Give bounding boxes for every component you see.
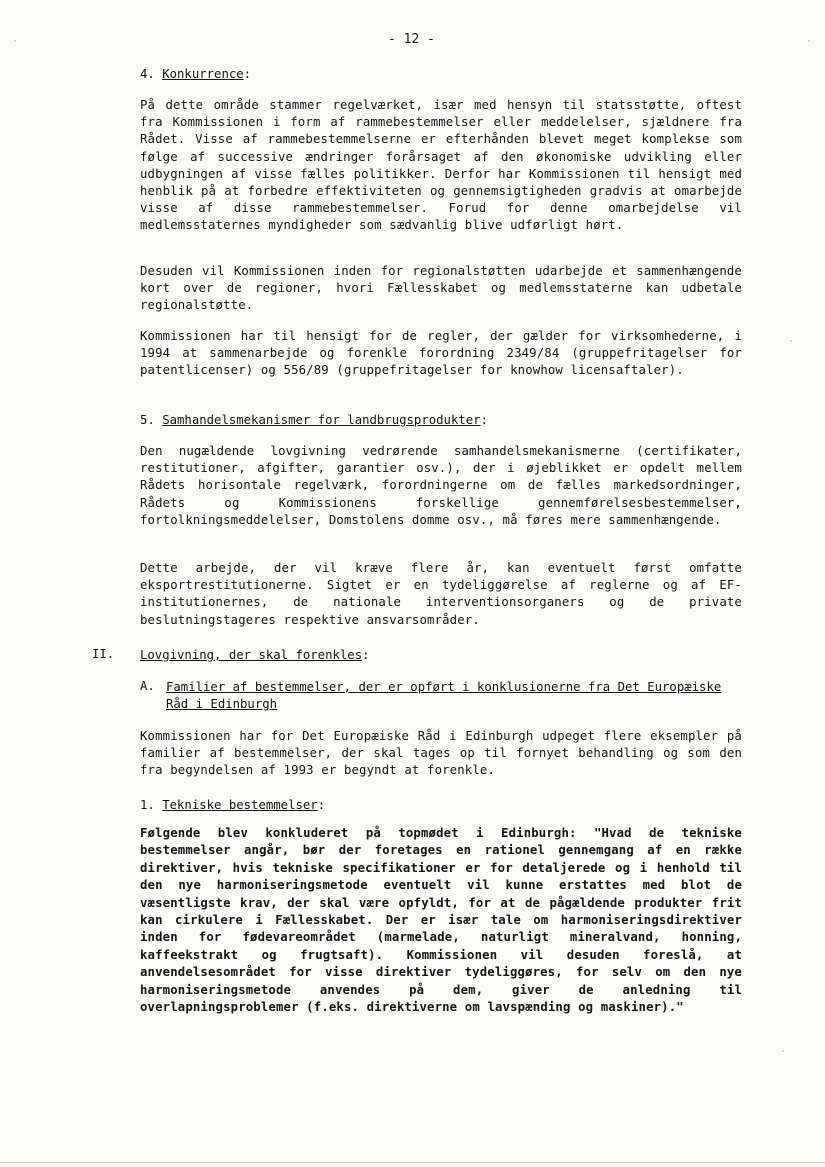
paragraph-block-exemptions: Kommissionen har til hensigt for de regler, der gælder for virksomhederne, i 1994 at sammenarbejde og forenkle forordning 2349/84 (gruppefritagelser for patentlicenser) og 556/89 (gruppefritagelser for knowhow licensaftaler). bbox=[140, 329, 742, 378]
subsection-A-title: Familier af bestemmelser, der er opført i konklusionerne fra Det Europæiske Råd i Edinburgh bbox=[166, 680, 722, 711]
section-1-label: 1. bbox=[140, 798, 163, 812]
part-II-title: Lovgivning, der skal forenkles bbox=[140, 648, 363, 662]
paragraph-competition: På dette område stammer regelværket, især med hensyn til statsstøtte, oftest fra Kommissionen i form af rammebestemmelser eller meddelelser, sjældnere fra Rådet. Visse af rammebestemmelserne er efterhånden blevet meget komplekse som følge af successive ændringer forårsaget af den økonomiske udvikling eller udbygningen af visse fælles politikker. Derfor har Kommissionen til hensigt med henblik på at forbedre effektiviteten og gennemsigtigheden gradvis at omarbejde visse af disse rammebestemmelser. Forud for denne omarbejdelse vil medlemsstaternes myndigheder som sædvanlig blive udførligt hørt. bbox=[140, 98, 742, 233]
section-5-colon: : bbox=[480, 413, 488, 427]
section-5-label: 5. bbox=[140, 413, 163, 427]
scan-speck bbox=[14, 40, 16, 42]
part-II-heading bbox=[140, 647, 370, 664]
paragraph-trade-mechanisms: Den nugældende lovgivning vedrørende samhandelsmekanismerne (certifikater, restitutioner, afgifter, garantier osv.), der i øjeblikket er opdelt mellem Rådets horisontale regelværk, forordningerne om de fælles markedsordninger, Rådets og Kommissionens forskellige gennemførelsesbestemmelser, fortolkningsmeddelelser, Domstolens domme osv., må føres mere sammenhængende. bbox=[140, 444, 742, 527]
paragraph-regional-aid: Desuden vil Kommissionen inden for regionalstøtten udarbejde et sammenhængende kort over de regioner, hvori Fællesskabet og medlemsstaterne kan udbetale regionalstøtte. bbox=[140, 264, 742, 313]
section-1-heading bbox=[140, 797, 325, 814]
section-4-heading bbox=[140, 66, 251, 83]
part-II-colon: : bbox=[362, 648, 370, 662]
section-5-title: Samhandelsmekanismer for landbrugsprodukter bbox=[162, 413, 481, 427]
scan-speck bbox=[782, 1050, 784, 1052]
section-1-colon: : bbox=[317, 798, 326, 812]
section-4-label: 4. bbox=[140, 67, 163, 81]
paragraph-export-refunds: Dette arbejde, der vil kræve flere år, kan eventuelt først omfatte eksportrestitutionerne. Sigtet er en tydeliggørelse af reglerne og af EF-institutionernes, de nationale interventionsorganers og de private beslutningstageres respektive ansvarsområder. bbox=[140, 561, 742, 627]
section-4-title: Konkurrence bbox=[162, 67, 244, 81]
page-number: - 12 - bbox=[388, 32, 435, 47]
scan-speck bbox=[808, 40, 810, 42]
part-II-numeral: II. bbox=[92, 647, 115, 661]
paragraph-technical-regulations: Følgende blev konkluderet på topmødet i Edinburgh: "Hvad de tekniske bestemmelser angår, bør der foretages en rationel gennemgang af en række direktiver, hvis tekniske specifikationer er for detaljerede og i henhold til den nye harmoniseringsmetode eventuelt vil kunne erstattes med blot de væsentligste krav, der skal være opfyldt, for at de pågældende produkter frit kan cirkulere i Fællesskabet. Der er især tale om harmoniseringsdirektiver inden for fødevareområdet (marmelade, naturligt mineralvand, honning, kaffeekstrakt og frugtsaft). Kommissionen vil desuden foreslå, at anvendelsesområdet for visse direktiver tydeliggøres, for selv om den nye harmoniseringsmetode anvendes på dem, giver de anledning til overlapningsproblemer (f.eks. direktiverne om lavspænding og maskiner)." bbox=[140, 826, 742, 1015]
page-bottom-edge bbox=[0, 1162, 825, 1163]
scan-speck bbox=[790, 340, 792, 342]
subsection-A-label: A. bbox=[140, 679, 155, 693]
paragraph-edinburgh-examples: Kommissionen har for Det Europæiske Råd i Edinburgh udpeget flere eksempler på familier af bestemmelser, der skal tages op til fornyet behandling og som den fra begyndelsen af 1993 er begyndt at forenkle. bbox=[140, 729, 742, 778]
section-5-heading bbox=[140, 412, 488, 429]
section-4-colon: : bbox=[243, 67, 252, 81]
section-1-title: Tekniske bestemmelser bbox=[162, 798, 318, 812]
